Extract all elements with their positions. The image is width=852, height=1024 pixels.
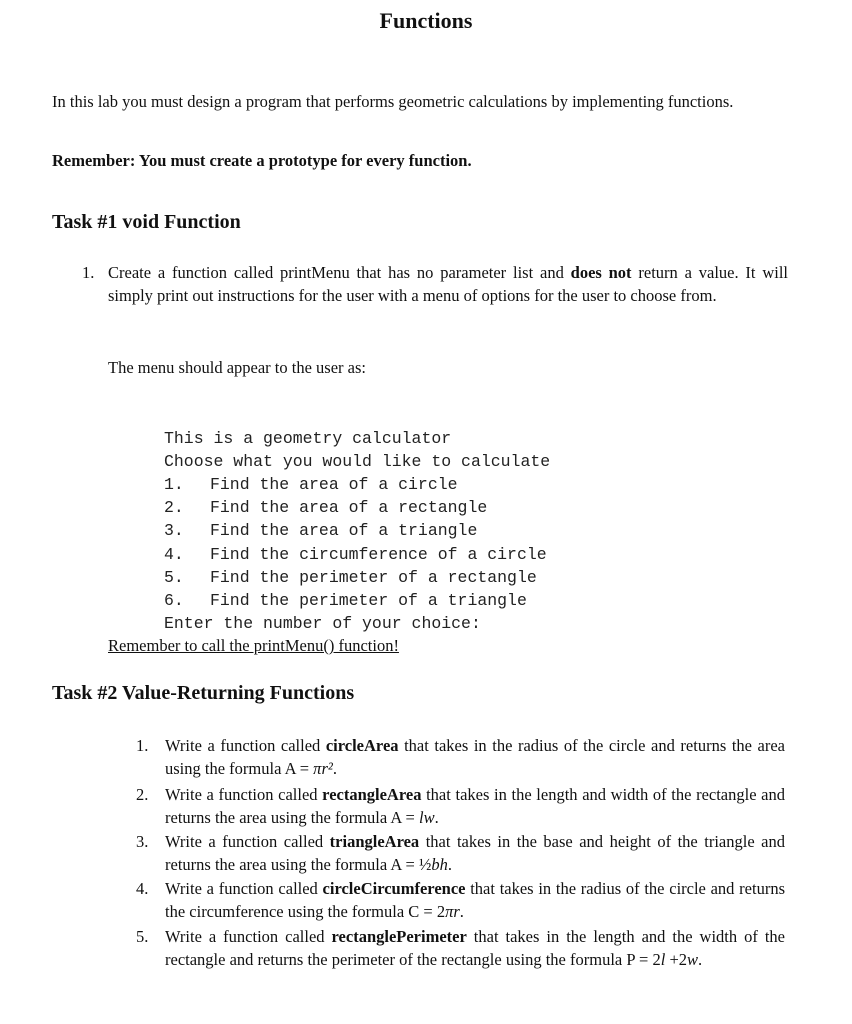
call-reminder: Remember to call the printMenu() function! (108, 636, 399, 655)
task2-item-number: 2. (136, 785, 149, 804)
menu-option: 3. Find the area of a triangle (164, 521, 478, 541)
menu-subheader-line: Choose what you would like to calculate (164, 452, 551, 472)
task1-item: Create a function called printMenu that has no parameter list and does not return a value. It will simply print out instructions for the user with a menu of options for the user to choose from. (108, 263, 788, 305)
task2-item-number: 5. (136, 927, 149, 946)
menu-option: 6. Find the perimeter of a triangle (164, 590, 527, 610)
menu-option: 5. Find the perimeter of a rectangle (164, 567, 537, 587)
task1-heading: Task #1 void Function (52, 211, 241, 233)
task2-item-circle-area: Write a function called circleArea that takes in the radius of the circle and returns the area using the formula A = πr². (165, 736, 785, 778)
menu-option: 4. Find the circumference of a circle (164, 544, 547, 564)
menu-prompt-line: Enter the number of your choice: (164, 613, 481, 633)
task2-item-circle-circumference: Write a function called circleCircumference that takes in the radius of the circle and returns the circumference using the formula C = 2πr. (165, 879, 785, 921)
task2-heading: Task #2 Value-Returning Functions (52, 682, 355, 704)
task2-item-number: 3. (136, 832, 149, 851)
task2-item-rectangle-area: Write a function called rectangleArea that takes in the length and width of the rectangle and returns the area using the formula A = lw. (165, 785, 785, 827)
menu-code-block (164, 404, 550, 658)
menu-option: 2. Find the area of a rectangle (164, 498, 488, 518)
menu-intro: The menu should appear to the user as: (108, 358, 366, 377)
task2-item-triangle-area: Write a function called triangleArea that takes in the base and height of the triangle and returns the area using the formula A = ½bh. (165, 832, 785, 874)
prototype-reminder: Remember: You must create a prototype for every function. (52, 151, 472, 170)
page-title: Functions (379, 8, 473, 33)
task2-item-rectangle-perimeter: Write a function called rectanglePerimeter that takes in the length and the width of the rectangle and returns the perimeter of the rectangle using the formula P = 2l +2w. (165, 927, 785, 969)
task2-item-number: 4. (136, 879, 149, 898)
menu-header-line: This is a geometry calculator (164, 429, 452, 449)
task1-item-number: 1. (82, 263, 95, 282)
intro-paragraph: In this lab you must design a program that performs geometric calculations by implementing functions. (52, 92, 734, 111)
task2-item-number: 1. (136, 736, 149, 755)
menu-option: 1. Find the area of a circle (164, 475, 458, 495)
